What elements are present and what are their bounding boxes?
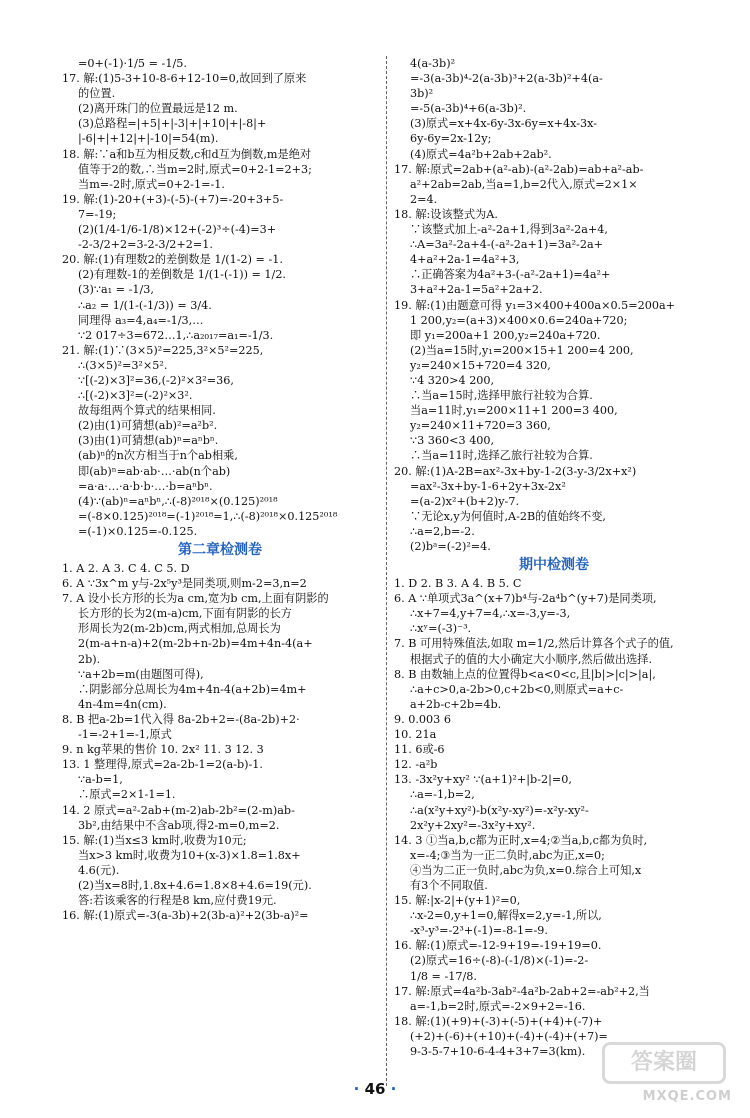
answer-line: ∵无论x,y为何值时,A-2B的值始终不变, [410, 509, 606, 523]
answer-line: =-3(a-3b)⁴-2(a-3b)³+2(a-3b)²+4(a- [410, 72, 603, 86]
footer-dot-right: · [390, 1080, 397, 1098]
answer-line: 18. 解:∵a和b互为相反数,c和d互为倒数,m是绝对 [62, 147, 312, 161]
answer-line: (2)由(1)可猜想(ab)²=a²b². [78, 419, 218, 433]
answer-line: 3+a²+2a-1=5a²+2a+2. [410, 283, 543, 297]
answer-line: y₂=240×15+720=4 320, [410, 358, 551, 372]
answer-line: (2)当x=8时,1.8x+4.6=1.8×8+4.6=19(元). [78, 878, 312, 892]
answer-line: 值等于2的数,∴当m=2时,原式=0+2-1=2+3; [78, 162, 312, 176]
answer-line: (3)原式=x+4x-6y-3x-6y=x+4x-3x- [410, 117, 598, 131]
answer-line: ∴x+7=4,y+7=4,∴x=-3,y=-3, [410, 607, 571, 621]
answer-line: ∵4 320>4 200, [410, 373, 495, 387]
answer-line: =(-8×0.125)²⁰¹⁸=(-1)²⁰¹⁸=1,∴(-8)²⁰¹⁸×0.125²⁰¹⁸ [78, 509, 338, 523]
answer-line: (+2)+(-6)+(+10)+(-4)+(-4)+(+7)= [410, 1029, 608, 1043]
answer-line: 18. 解:(1)(+9)+(-3)+(-5)+(+4)+(-7)+ [394, 1014, 603, 1028]
answer-line: 4n-4m=4n(cm). [78, 697, 167, 711]
answer-line: -1=-2+1=-1,原式 [78, 728, 172, 742]
answer-line: 7. A 设小长方形的长为a cm,宽为b cm,上面有阴影的 [62, 592, 329, 606]
answer-line: 长方形的长为2(m-a)cm,下面有阴影的长方 [78, 607, 292, 621]
answer-line: 形周长为2(m-2b)cm,两式相加,总周长为 [78, 622, 281, 636]
answer-line: (4)∵(ab)ⁿ=aⁿbⁿ,∴(-8)²⁰¹⁸×(0.125)²⁰¹⁸ [78, 494, 278, 508]
answer-line: ∴[(-2)×3]²=(-2)²×3². [78, 389, 193, 403]
answer-line: (2)(1/4-1/6-1/8)×12+(-2)³÷(-4)=3+ [78, 223, 277, 237]
answer-line: 1 200,y₂=(a+3)×400×0.6=240a+720; [410, 313, 628, 327]
answer-line: =0+(-1)·1/5 = -1/5. [78, 57, 187, 70]
answer-line: ∴a=-1,b=2, [410, 788, 475, 802]
answer-line: 4(a-3b)² [410, 57, 456, 70]
right-column [394, 56, 714, 1059]
answer-line: 当m=-2时,原式=0+2-1=-1. [78, 177, 225, 191]
answer-line: 即 y₁=200a+1 200,y₂=240a+720. [410, 328, 601, 342]
answer-line: 16. 解:(1)原式=-3(a-3b)+2(3b-a)²+2(3b-a)²= [62, 909, 309, 923]
answer-line: 6. A ∵单项式3a^(x+7)b⁴与-2a⁴b^(y+7)是同类项, [394, 592, 657, 606]
answer-line: (ab)ⁿ的n次方相当于n个ab相乘, [78, 449, 238, 463]
answer-line: |-6|+|+12|+|-10|=54(m). [78, 132, 219, 146]
answer-line: (2)当a=15时,y₁=200×15+1 200=4 200, [410, 343, 634, 357]
answer-line: 2(m-a+n-a)+2(m-2b+n-2b)=4m+4n-4(a+ [78, 637, 313, 651]
answer-line: ∴阴影部分总周长为4m+4n-4(a+2b)=4m+ [78, 682, 307, 696]
answer-line: 同理得 a₃=4,a₄=-1/3,… [78, 313, 204, 327]
answer-line: ∴x-2=0,y+1=0,解得x=2,y=-1,所以, [410, 909, 602, 923]
answer-line: 14. 3 ①当a,b,c都为正时,x=4;②当a,b,c都为负时, [394, 833, 648, 847]
answer-line: 15. 解:(1)当x≤3 km时,收费为10元; [62, 833, 247, 847]
answer-line: 的位置. [78, 87, 116, 101]
answer-line: 13. 1 整理得,原式=2a-2b-1=2(a-b)-1. [62, 758, 263, 772]
answer-line: 8. B 由数轴上点的位置得b<a<0<c,且|b|>|c|>|a|, [394, 667, 656, 681]
watermark-logo: 答案圈 [602, 1042, 726, 1084]
answer-line: (3)∵a₁ = -1/3, [78, 283, 154, 297]
answer-line: 9-3-5-7+10-6-4-4+3+7=3(km). [410, 1045, 586, 1058]
answer-line: ∴a=2,b=-2. [410, 524, 475, 538]
answer-line: ∴a(x²y+xy²)-b(x²y-xy²)=-x²y-xy²- [410, 803, 589, 817]
left-column [62, 56, 378, 923]
answer-line: 18. 解:设该整式为A. [394, 207, 498, 221]
answer-line: a=-1,b=2时,原式=-2×9+2=-16. [410, 999, 586, 1013]
answer-line: 20. 解:(1)A-2B=ax²-3x+by-1-2(3-y-3/2x+x²) [394, 464, 637, 478]
answer-line: 4+a²+2a-1=4a²+3, [410, 253, 520, 267]
answer-line: 15. 解:|x-2|+(y+1)²=0, [394, 894, 521, 908]
answer-line: ∴当a=11时,选择乙旅行社较为合算. [410, 449, 593, 463]
answer-line: ④当为二正一负时,abc为负,x=0.综合上可知,x [410, 863, 642, 877]
answer-line: 17. 解:(1)5-3+10-8-6+12-10=0,故回到了原来 [62, 72, 307, 86]
answer-line: (4)原式=4a²b+2ab+2ab². [410, 147, 552, 161]
answer-line: ∵a-b=1, [78, 773, 123, 787]
answer-line: 7. B 可用特殊值法,如取 m=1/2,然后计算各个式子的值, [394, 637, 674, 651]
answer-line: 2x²y+2xy²=-3x²y+xy². [410, 818, 536, 832]
answer-line: a²+2ab=2ab,当a=1,b=2代入,原式=2×1× [410, 177, 638, 191]
answer-line: y₂=240×11+720=3 360, [410, 419, 551, 433]
answer-line: 19. 解:(1)由题意可得 y₁=3×400+400a×0.5=200a+ [394, 298, 676, 312]
answer-line: (3)由(1)可猜想(ab)ⁿ=aⁿbⁿ. [78, 434, 219, 448]
column-divider [386, 56, 388, 1086]
answer-line: 1. D 2. B 3. A 4. B 5. C [394, 577, 522, 591]
answer-line: 2=4. [410, 192, 438, 206]
answer-line: 20. 解:(1)有理数2的差倒数是 1/(1-2) = -1. [62, 253, 283, 267]
answer-line: ∴正确答案为4a²+3-(-a²-2a+1)=4a²+ [410, 268, 611, 282]
answer-line: ∵该整式加上-a²-2a+1,得到3a²-2a+4, [410, 223, 608, 237]
answer-line: 9. 0.003 6 [394, 712, 451, 726]
answer-line: 当x>3 km时,收费为10+(x-3)×1.8=1.8x+ [78, 848, 301, 862]
answer-line: 14. 2 原式=a²-2ab+(m-2)ab-2b²=(2-m)ab- [62, 803, 295, 817]
answer-line: 当a=11时,y₁=200×11+1 200=3 400, [410, 404, 618, 418]
answer-line: 12. -a²b [394, 758, 438, 772]
right-answer-block [394, 56, 714, 554]
answer-line: 3b)² [410, 87, 434, 101]
answer-line: 6y-6y=2x-12y; [410, 132, 492, 146]
answer-line: ∴(3×5)²=3²×5². [78, 358, 168, 372]
answer-line: 3b²,由结果中不含ab项,得2-m=0,m=2. [78, 818, 280, 832]
answer-line: ∵[(-2)×3]²=36,(-2)²×3²=36, [78, 373, 234, 387]
answer-line: (2)原式=16÷(-8)-(-1/8)×(-1)=-2- [410, 954, 589, 968]
answer-line: 有3个不同取值. [410, 878, 488, 892]
answer-line: 16. 解:(1)原式=-12-9+19=-19+19=0. [394, 939, 602, 953]
answer-line: ∴原式=2×1-1=1. [78, 788, 176, 802]
answer-line: 8. B 把a-2b=1代入得 8a-2b+2=-(8a-2b)+2· [62, 712, 300, 726]
answer-line: (3)总路程=|+5|+|-3|+|+10|+|-8|+ [78, 117, 267, 131]
chapter2-answer-block [62, 561, 378, 923]
midterm-answer-block [394, 576, 714, 1059]
answer-line: 19. 解:(1)-20+(+3)-(-5)-(+7)=-20+3+5- [62, 192, 284, 206]
answer-line: 根据式子的值的大小确定大小顺序,然后做出选择. [410, 652, 653, 666]
answer-line: 13. -3x²y+xy² ∵(a+1)²+|b-2|=0, [394, 773, 572, 787]
answer-line: a+2b-c+2b=4b. [410, 697, 502, 711]
answer-line: -2-3/2+2=3-2-3/2+2=1. [78, 238, 213, 252]
answer-line: 10. 21a [394, 728, 437, 742]
answer-line: 17. 解:原式=4a²b-3ab²-4a²b-2ab+2=-ab²+2,当 [394, 984, 650, 998]
answer-line: =(a-2)x²+(b+2)y-7. [410, 494, 519, 508]
answer-line: ∴xʸ=(-3)⁻³. [410, 622, 472, 636]
answer-line: ∴A=3a²-2a+4-(-a²-2a+1)=3a²-2a+ [410, 238, 603, 252]
answer-line: 2b). [78, 652, 101, 666]
answer-line: (2)离开珠门的位置最远是12 m. [78, 102, 238, 116]
answer-line: 7=-19; [78, 207, 117, 221]
answer-line: =(-1)×0.125=-0.125. [78, 524, 198, 538]
answer-line: 6. A ∵3x^m y与-2x⁵y³是同类项,则m-2=3,n=2 [62, 577, 307, 591]
answer-line: =ax²-3x+by-1-6+2y+3x-2x² [410, 479, 566, 493]
footer-dot-left: · [353, 1080, 360, 1098]
answer-line: 1. A 2. A 3. C 4. C 5. D [62, 562, 190, 575]
answer-line: 9. n kg苹果的售价 10. 2x² 11. 3 12. 3 [62, 743, 264, 757]
midterm-heading: 期中检测卷 [519, 557, 589, 574]
watermark-url: MXQE.COM [642, 1089, 732, 1104]
answer-line: =-5(a-3b)⁴+6(a-3b)². [410, 102, 527, 116]
page-number: 46 [364, 1080, 386, 1098]
answer-line: 17. 解:原式=2ab+(a²-ab)-(a²-2ab)=ab+a²-ab- [394, 162, 644, 176]
answer-line: =a·a·…·a·b·b·…·b=aⁿbⁿ. [78, 479, 213, 493]
answer-line: (2)bᵃ=(-2)²=4. [410, 540, 491, 553]
left-answer-block [62, 56, 378, 539]
answer-line: 11. 6或-6 [394, 743, 445, 757]
answer-line: ∵a+2b=m(由题图可得), [78, 667, 204, 681]
answer-line: 即(ab)ⁿ=ab·ab·…·ab(n个ab) [78, 464, 231, 478]
answer-line: (2)有理数-1的差倒数是 1/(1-(-1)) = 1/2. [78, 268, 286, 282]
answer-line: ∵2 017÷3=672…1,∴a₂₀₁₇=a₁=-1/3. [78, 328, 274, 342]
answer-line: x=-4;③当为一正二负时,abc为正,x=0; [410, 848, 605, 862]
answer-line: ∵3 360<3 400, [410, 434, 495, 448]
answer-line: ∴a₂ = 1/(1-(-1/3)) = 3/4. [78, 298, 212, 312]
answer-line: 1/8 = -17/8. [410, 969, 477, 983]
answer-line: 21. 解:(1)∵(3×5)²=225,3²×5²=225, [62, 343, 264, 357]
answer-line: 答:若该乘客的行程是8 km,应付费19元. [78, 894, 277, 908]
chapter2-heading: 第二章检测卷 [178, 542, 262, 558]
answer-line: ∴当a=15时,选择甲旅行社较为合算. [410, 389, 593, 403]
answer-line: ∴a+c>0,a-2b>0,c+2b<0,则原式=a+c- [410, 682, 624, 696]
answer-line: 4.6(元). [78, 863, 120, 877]
answer-line: -x³-y³=-2³+(-1)=-8-1=-9. [410, 924, 548, 938]
answer-line: 故每组两个算式的结果相同. [78, 404, 216, 418]
